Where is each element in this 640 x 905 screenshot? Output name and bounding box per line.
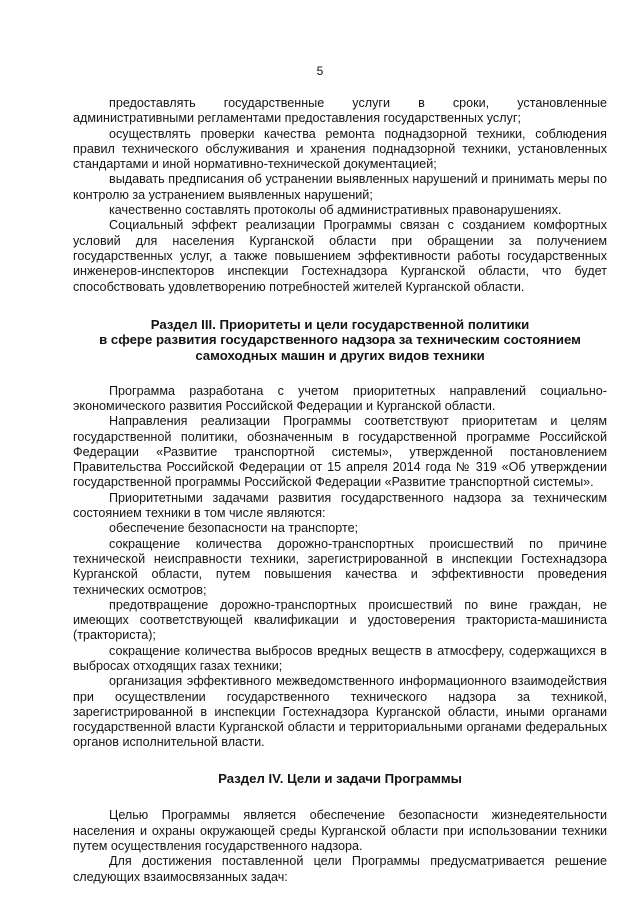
section-4-heading: Раздел IV. Цели и задачи Программы [218,770,462,786]
list-item: предотвращение дорожно-транспортных происшествий по вине граждан, не имеющих соответствующей квалификации и удостоверения тракториста-машиниста (тракториста); [73,597,607,643]
paragraph: Программа разработана с учетом приоритетных направлений социально-экономического развития Российской Федерации и Курганской области. [73,383,607,413]
paragraph: предоставлять государственные услуги в сроки, установленные административными регламентами предоставления государственных услуг; [73,96,607,126]
list-item: обеспечение безопасности на транспорте; [109,521,359,536]
paragraph: качественно составлять протоколы об административных правонарушениях. [109,203,562,218]
list-item: сокращение количества дорожно-транспортных происшествий по причине технической неисправности техники, зарегистрированной в инспекции Гостехнадзора Курганской области, путем повышения качества и эффективности проведения технических осмотров; [73,536,607,597]
paragraph: осуществлять проверки качества ремонта поднадзорной техники, соблюдения правил технического обслуживания и хранения поднадзорной техники, установленных стандартами и иной нормативно-технической документацией; [73,126,607,172]
list-item: организация эффективного межведомственного информационного взаимодействия при осуществлении государственного технического надзора за техникой, зарегистрированной в инспекции Гостехнадзора Курганской области, иными органами государственной власти Курганской области и территориальными органами федеральных органов исполнительной власти. [73,674,607,750]
section-4-heading-block [73,771,607,787]
section-3-heading-line: самоходных машин и других видов техники [195,348,485,364]
section-3-heading [73,317,607,364]
section-3-heading-line: в сфере развития государственного надзора за техническим состоянием [99,332,581,348]
section-prev-continuation [73,96,607,295]
section-4-body [73,808,607,884]
section-3-heading-line: Раздел III. Приоритеты и цели государственной политики [150,316,530,332]
document-body [73,96,607,885]
paragraph: Для достижения поставленной цели Программы предусматривается решение следующих взаимосвязанных задач: [73,854,607,884]
paragraph: Социальный эффект реализации Программы связан с созданием комфортных условий для населения Курганской области при обращении за получением государственных услуг, а также повышением эффективности работы государственных инженеров-инспекторов инспекции Гостехнадзора Курганской области, что будет способствовать удовлетворению потребностей жителей Курганской области. [73,218,607,294]
list-item: сокращение количества выбросов вредных веществ в атмосферу, содержащихся в выбросах отходящих газах техники; [73,643,607,673]
section-3-body [73,384,607,751]
page-number: 5 [316,64,324,78]
paragraph: Направления реализации Программы соответствуют приоритетам и целям государственной политики, обозначенным в государственной программе Российской Федерации «Развитие транспортной системы», утвержденной постановлением Правительства Российской Федерации от 15 апреля 2014 года № 319 «Об утверждении государственной программы Российской Федерации «Развитие транспортной системы». [73,414,607,490]
paragraph: Приоритетными задачами развития государственного надзора за техническим состоянием техники в том числе являются: [73,490,607,521]
paragraph: Целью Программы является обеспечение безопасности жизнедеятельности населения и охраны окружающей среды Курганской области при использовании техники путем осуществления государственного надзора. [73,808,607,853]
paragraph: выдавать предписания об устранении выявленных нарушений и принимать меры по контролю за устранением выявленных нарушений; [73,172,607,202]
